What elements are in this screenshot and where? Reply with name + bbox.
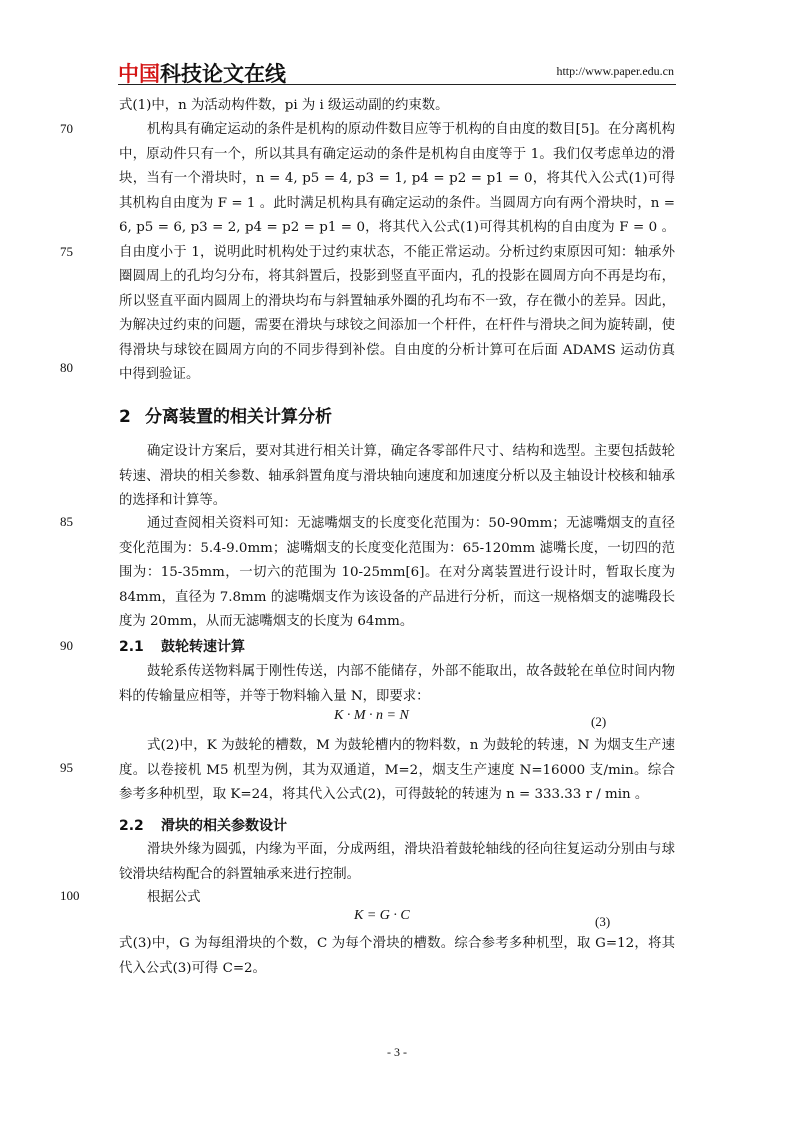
section-title: 分离装置的相关计算分析 [145, 407, 332, 427]
equation-number: (2) [591, 714, 607, 729]
subsection-title: 滑块的相关参数设计 [161, 818, 287, 834]
subsection-heading [119, 815, 287, 835]
subsection-heading [119, 636, 245, 656]
line-number: 70 [60, 121, 73, 136]
paragraph: 式(1)中，n 为活动构件数，pi 为 i 级运动副的约束数。 [119, 98, 449, 113]
equation-number: (3) [595, 914, 611, 929]
line-number: 90 [60, 638, 73, 653]
line-number: 95 [60, 760, 73, 775]
line-number: 80 [60, 360, 73, 375]
subsection-number: 2.1 [119, 639, 144, 655]
header-rule [118, 84, 676, 85]
subsection-title: 鼓轮转速计算 [161, 639, 245, 655]
paragraph: 鼓轮系传送物料属于刚性传送，内部不能储存，外部不能取出，故各鼓轮在单位时间内物料的传输量应相等，并等于物料输入量 N，即要求： [119, 664, 675, 704]
paragraph: 滑块外缘为圆弧，内缘为平面，分成两组，滑块沿着鼓轮轴线的径向往复运动分别由与球铰滑块结构配合的斜置轴承来进行控制。 [119, 842, 675, 882]
paragraph: 确定设计方案后，要对其进行相关计算，确定各零部件尺寸、结构和选型。主要包括鼓轮转速、滑块的相关参数、轴承斜置角度与滑块轴向速度和加速度分析以及主轴设计校核和轴承的选择和计算等。 [119, 444, 675, 508]
equation: K · M · n = N [334, 708, 409, 723]
logo-text: 科技论文在线 [160, 62, 286, 86]
line-number: 85 [60, 514, 73, 529]
equation: K = G · C [354, 908, 410, 923]
section-heading [119, 402, 332, 427]
paragraph: 通过查阅相关资料可知：无滤嘴烟支的长度变化范围为：50-90mm；无滤嘴烟支的直径变化范围为：5.4-9.0mm；滤嘴烟支的长度变化范围为：65-120mm 滤嘴长度，一切四的范围为：15-35mm，一切六的范围为 10-25mm[6]。在对分离装置进行设计时，暂取长度为 84mm，直径为 7.8mm 的滤嘴烟支作为该设备的产品进行分析，而这一规格烟支的滤嘴段长度为 20mm，从而无滤嘴烟支的长度为 64mm。 [119, 516, 675, 629]
paragraph: 式(3)中，G 为每组滑块的个数，C 为每个滑块的槽数。综合参考多种机型，取 G=12，将其代入公式(3)可得 C=2。 [119, 936, 675, 976]
line-number: 75 [60, 244, 73, 259]
paragraph: 机构具有确定运动的条件是机构的原动件数目应等于机构的自由度的数目[5]。在分离机构中，原动件只有一个，所以其具有确定运动的条件是机构自由度等于 1。我们仅考虑单边的滑块，当有一个滑块时，n = 4, p5 = 4, p3 = 1, p4 = p2 = p1 = 0，将其代入公式(1)可得其机构自由度为 F = 1 。此时满足机构具有确定运动的条件。当圆周方向有两个滑块时，n = 6, p5 = 6, p3 = 2, p4 = p2 = p1 = 0，将其代入公式(1)可得其机构的自由度为 F = 0 。自由度小于 1，说明此时机构处于过约束状态，不能正常运动。分析过约束原因可知：轴承外圈圆周上的孔均匀分布，将其斜置后，投影到竖直平面内，孔的投影在圆周方向不再是均布，所以竖直平面内圆周上的滑块均布与斜置轴承外圈的孔均布不一致，存在微小的差异。因此，为解决过约束的问题，需要在滑块与球铰之间添加一个杆件，在杆件与滑块之间为旋转副，使得滑块与球铰在圆周方向的不同步得到补偿。自由度的分析计算可在后面 ADAMS 运动仿真中得到验证。 [119, 122, 675, 382]
section-number: 2 [119, 407, 131, 427]
paragraph: 根据公式 [147, 890, 201, 905]
page-number: - 3 - [387, 1045, 407, 1059]
header-url[interactable]: http://www.paper.edu.cn [556, 64, 674, 78]
paragraph: 式(2)中，K 为鼓轮的槽数，M 为鼓轮槽内的物料数，n 为鼓轮的转速，N 为烟支生产速度。以卷接机 M5 机型为例，其为双通道，M=2，烟支生产速度 N=16000 支/min。综合参考多种机型，取 K=24，将其代入公式(2)，可得鼓轮的转速为 n = 333.33 r / min 。 [119, 738, 675, 802]
line-number: 100 [60, 888, 80, 903]
logo-red-text: 中国 [118, 62, 160, 86]
subsection-number: 2.2 [119, 818, 144, 834]
